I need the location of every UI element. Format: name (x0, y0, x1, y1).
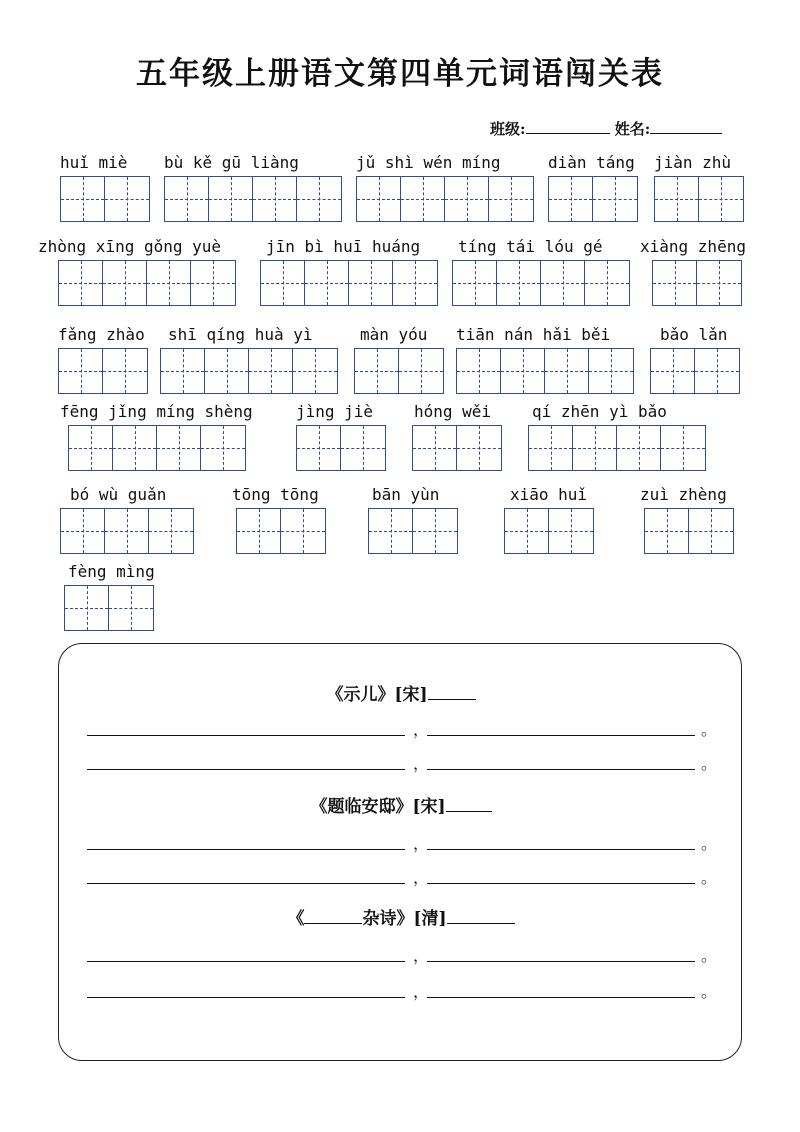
answer-line[interactable]: ， 。 (87, 750, 707, 770)
word-pinyin: huǐ miè (60, 153, 128, 172)
answer-line[interactable]: ， 。 (87, 716, 707, 736)
writing-grid[interactable] (296, 425, 386, 471)
writing-grid[interactable] (60, 176, 150, 222)
poem-title-text: 《示儿》 (326, 685, 395, 705)
word-block (650, 325, 740, 394)
word-pinyin: xiāo huǐ (510, 485, 588, 504)
writing-grid[interactable] (356, 176, 534, 222)
word-block (160, 325, 338, 394)
writing-grid[interactable] (650, 348, 740, 394)
writing-grid[interactable] (548, 176, 638, 222)
word-pinyin: zuì zhèng (640, 485, 727, 504)
word-block (260, 237, 438, 306)
word-block (60, 402, 253, 471)
class-blank[interactable] (526, 119, 610, 134)
word-block (654, 153, 744, 222)
writing-grid[interactable] (354, 348, 444, 394)
name-blank[interactable] (650, 119, 722, 134)
writing-grid[interactable] (164, 176, 342, 222)
word-block (58, 325, 148, 394)
word-block (64, 562, 155, 631)
writing-grid[interactable] (236, 508, 326, 554)
word-pinyin: bǎo lǎn (660, 325, 728, 344)
word-pinyin: hóng wěi (414, 402, 492, 421)
poem-dynasty: [清] (413, 909, 447, 929)
word-pinyin: tōng tōng (232, 485, 319, 504)
page-title: 五年级上册语文第四单元词语闯关表 (136, 56, 664, 92)
word-block (412, 402, 502, 471)
word-block (640, 237, 746, 306)
poem-dynasty: [宋] (394, 685, 428, 705)
word-pinyin: tíng tái lóu gé (458, 237, 603, 256)
writing-grid[interactable] (654, 176, 744, 222)
word-block (548, 153, 638, 222)
word-block (368, 485, 458, 554)
writing-grid[interactable] (504, 508, 594, 554)
word-pinyin: màn yóu (360, 325, 428, 344)
word-pinyin: shī qíng huà yì (168, 325, 313, 344)
word-pinyin: jìng jiè (296, 402, 374, 421)
word-pinyin: qí zhēn yì bǎo (532, 402, 667, 421)
poem-title-text: 《题临安邸》 (310, 797, 413, 817)
word-pinyin: jǔ shì wén míng (356, 153, 501, 172)
word-block (528, 402, 706, 471)
word-block (354, 325, 444, 394)
poem-title (59, 792, 743, 817)
title-blank[interactable] (304, 909, 362, 924)
word-pinyin: bù kě gū liàng (164, 153, 299, 172)
answer-line[interactable]: ， 。 (87, 830, 707, 850)
student-info (490, 118, 722, 139)
writing-grid[interactable] (652, 260, 742, 306)
writing-grid[interactable] (68, 425, 246, 471)
poem-title (59, 680, 743, 705)
class-label: 班级: (490, 120, 526, 138)
poem-box (58, 643, 742, 1061)
word-block (504, 485, 594, 554)
answer-line[interactable]: ， 。 (87, 978, 707, 998)
word-pinyin: xiàng zhēng (640, 237, 746, 256)
poem-title-open: 《 (287, 909, 305, 929)
name-label: 姓名: (614, 120, 651, 138)
author-blank[interactable] (428, 685, 476, 700)
word-block (452, 237, 630, 306)
writing-grid[interactable] (368, 508, 458, 554)
word-pinyin: fēng jǐng míng shèng (60, 402, 253, 421)
word-block (164, 153, 342, 222)
word-pinyin: jīn bì huī huáng (266, 237, 421, 256)
writing-grid[interactable] (528, 425, 706, 471)
writing-grid[interactable] (64, 585, 154, 631)
word-pinyin: fèng mìng (68, 562, 155, 581)
writing-grid[interactable] (644, 508, 734, 554)
writing-grid[interactable] (60, 508, 194, 554)
writing-grid[interactable] (412, 425, 502, 471)
word-block (60, 153, 150, 222)
word-block (640, 485, 734, 554)
word-block (456, 325, 634, 394)
word-pinyin: diàn táng (548, 153, 635, 172)
word-block (232, 485, 326, 554)
writing-grid[interactable] (58, 260, 236, 306)
author-blank[interactable] (447, 909, 515, 924)
writing-grid[interactable] (58, 348, 148, 394)
poem-title (59, 904, 743, 929)
writing-grid[interactable] (452, 260, 630, 306)
word-pinyin: bó wù guǎn (70, 485, 167, 504)
word-pinyin: fǎng zhào (58, 325, 145, 344)
writing-grid[interactable] (260, 260, 438, 306)
word-block (356, 153, 534, 222)
author-blank[interactable] (446, 797, 492, 812)
word-block (296, 402, 386, 471)
word-pinyin: bān yùn (372, 485, 440, 504)
poem-title-mid: 杂诗》 (362, 909, 414, 929)
word-pinyin: jiàn zhù (654, 153, 732, 172)
word-pinyin: tiān nán hǎi běi (456, 325, 611, 344)
word-block (38, 237, 236, 306)
poem-dynasty: [宋] (412, 797, 446, 817)
writing-grid[interactable] (160, 348, 338, 394)
answer-line[interactable]: ， 。 (87, 942, 707, 962)
word-pinyin: zhòng xīng gǒng yuè (38, 237, 222, 256)
writing-grid[interactable] (456, 348, 634, 394)
answer-line[interactable]: ， 。 (87, 864, 707, 884)
word-block (60, 485, 194, 554)
